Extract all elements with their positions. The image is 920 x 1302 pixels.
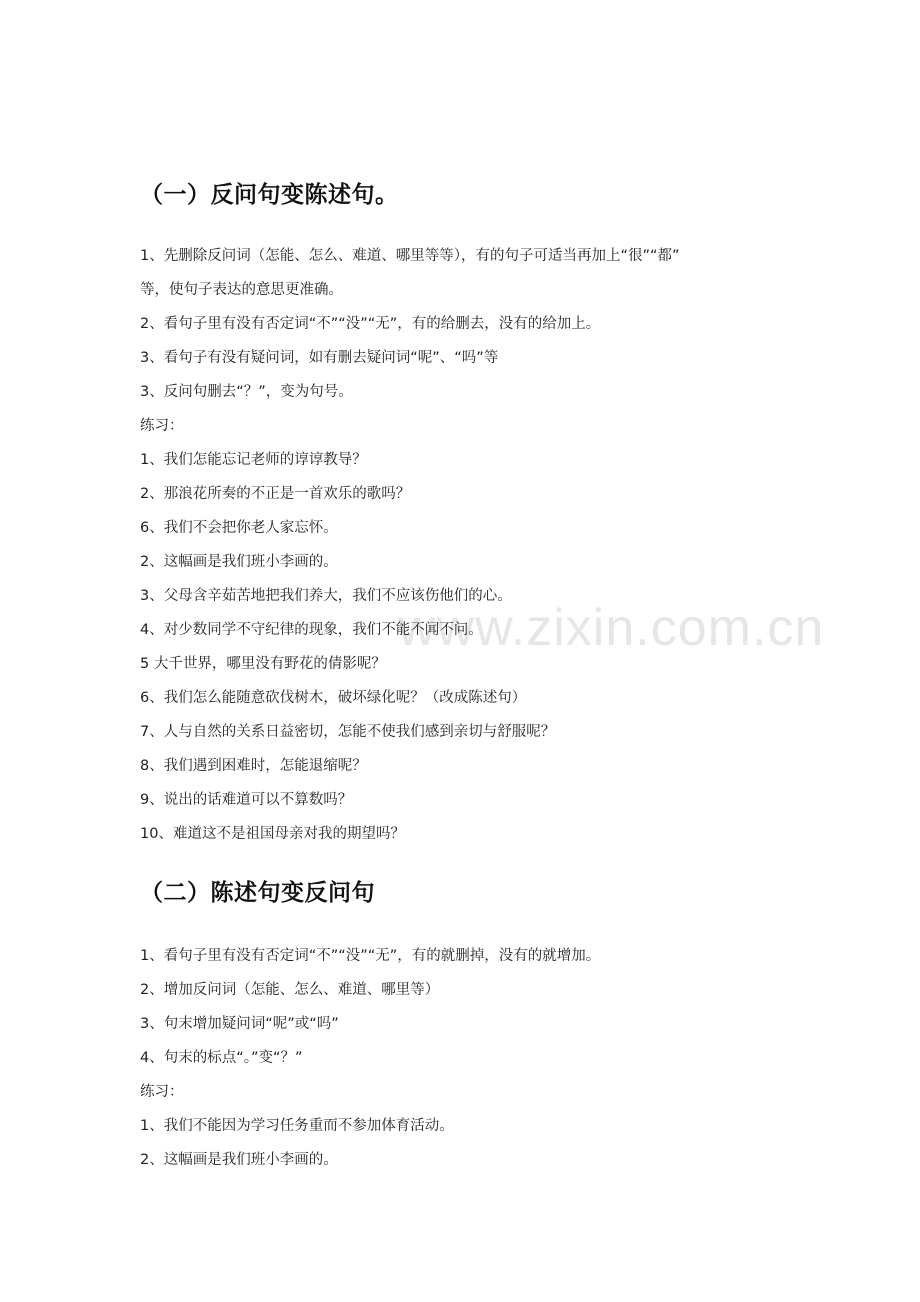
section1-exercise: 8、我们遇到困难时，怎能退缩呢？ — [140, 758, 367, 774]
section1-practice-label: 练习： — [140, 418, 184, 434]
section1-exercise: 7、人与自然的关系日益密切，怎能不使我们感到亲切与舒服呢？ — [140, 724, 556, 740]
section2-exercise: 2、这幅画是我们班小李画的。 — [140, 1152, 338, 1168]
section2-rule: 3、句末增加疑问词“呢”或“吗” — [140, 1016, 339, 1032]
section1-exercise: 4、对少数同学不守纪律的现象，我们不能不闻不问。 — [140, 622, 483, 638]
section2-rule: 4、句末的标点“。”变“？” — [140, 1050, 303, 1066]
section2-rule: 2、增加反问词（怎能、怎么、难道、哪里等） — [140, 982, 440, 998]
section1-rule: 1、先删除反问词（怎能、怎么、难道、哪里等等），有的句子可适当再加上“很”“都” — [140, 248, 680, 264]
section1-exercise: 2、那浪花所奏的不正是一首欢乐的歌吗？ — [140, 486, 411, 502]
section1-exercise: 10、难道这不是祖国母亲对我的期望吗？ — [140, 826, 405, 842]
section1-rule: 3、反问句删去“？”，变为句号。 — [140, 384, 353, 400]
section1-rule: 2、看句子里有没有否定词“不”“没”“无”，有的给删去，没有的给加上。 — [140, 316, 601, 332]
section1-exercise: 1、我们怎能忘记老师的谆谆教导？ — [140, 452, 367, 468]
section2-title: （二）陈述句变反问句 — [140, 880, 375, 906]
section1-exercise: 9、说出的话难道可以不算数吗？ — [140, 792, 353, 808]
section2-rule: 1、看句子里有没有否定词“不”“没”“无”，有的就删掉，没有的就增加。 — [140, 948, 601, 964]
watermark: www.zixin.com.cn — [398, 599, 825, 657]
section1-exercise: 5 大千世界，哪里没有野花的倩影呢？ — [140, 656, 386, 672]
section2-practice-label: 练习： — [140, 1084, 184, 1100]
section1-exercise: 6、我们不会把你老人家忘怀。 — [140, 520, 338, 536]
section1-exercise: 2、这幅画是我们班小李画的。 — [140, 554, 338, 570]
section1-rule: 等，使句子表达的意思更准确。 — [140, 282, 343, 298]
section1-exercise: 3、父母含辛茹苦地把我们养大，我们不应该伤他们的心。 — [140, 588, 512, 604]
section1-exercise: 6、我们怎么能随意砍伐树木，破坏绿化呢？（改成陈述句） — [140, 690, 527, 706]
section1-title: （一）反问句变陈述句。 — [140, 182, 399, 208]
section2-exercise: 1、我们不能因为学习任务重而不参加体育活动。 — [140, 1118, 454, 1134]
section1-rule: 3、看句子有没有疑问词，如有删去疑问词“呢”、“吗”等 — [140, 350, 499, 366]
